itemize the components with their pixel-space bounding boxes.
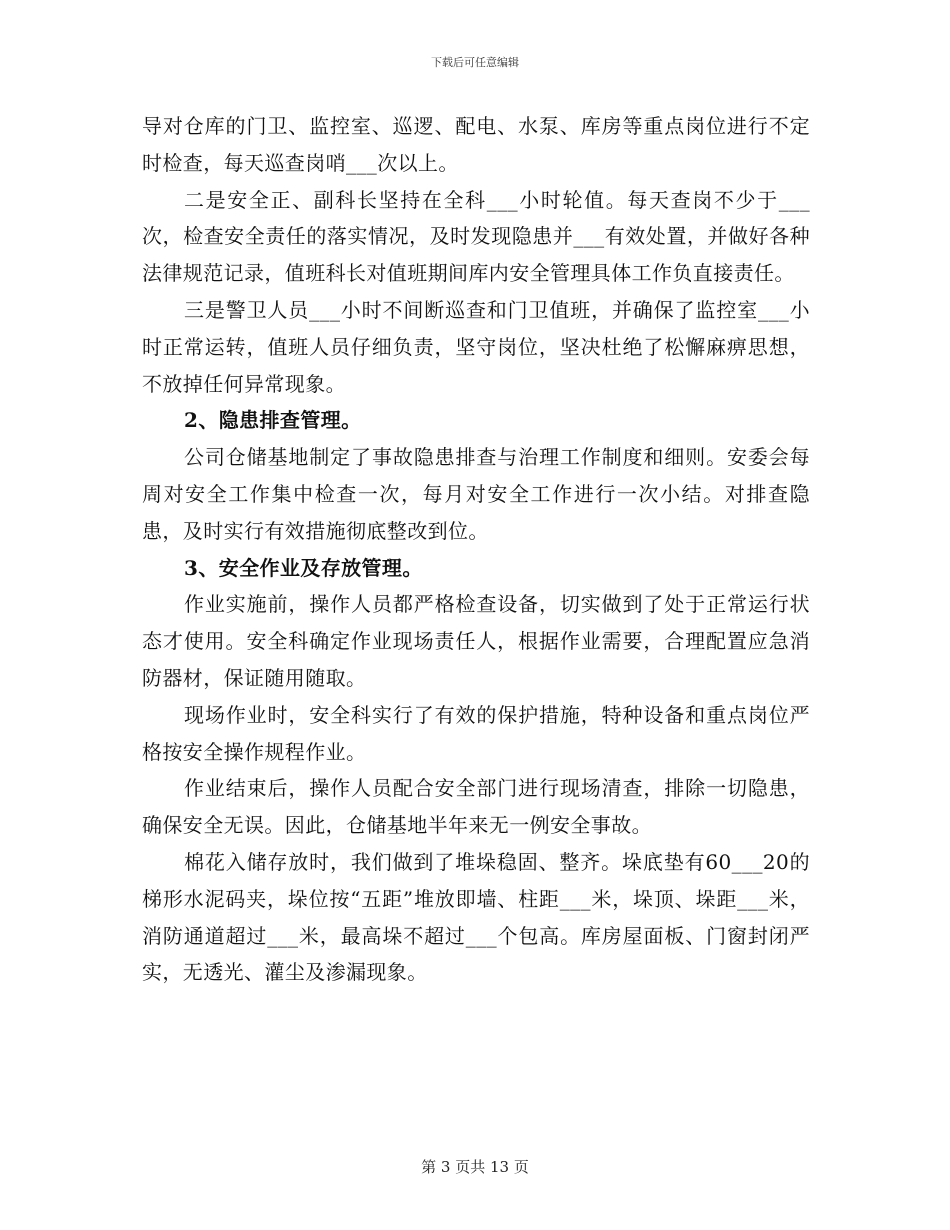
- paragraph-2: 二是安全正、副科长坚持在全科___小时轮值。每天查岗不少于___次，检查安全责任的落实情况，及时发现隐患并___有效处置，并做好各种法律规范记录，值班科长对值班期间库内安全管理具体工作负直接责任。: [142, 187, 810, 286]
- page-header: 下载后可任意编辑: [431, 56, 519, 69]
- section-heading-2: 2、隐患排查管理。: [184, 408, 362, 433]
- paragraph-1: 导对仓库的门卫、监控室、巡逻、配电、水泵、库房等重点岗位进行不定时检查，每天巡查岗哨___次以上。: [142, 114, 810, 175]
- paragraph-5: 作业实施前，操作人员都严格检查设备，切实做到了处于正常运行状态才使用。安全科确定作业现场责任人，根据作业需要，合理配置应急消防器材，保证随用随取。: [142, 592, 810, 690]
- paragraph-3: 三是警卫人员___小时不间断巡查和门卫值班，并确保了监控室___小时正常运转，值班人员仔细负责，坚守岗位，坚决杜绝了松懈麻痹思想，不放掉任何异常现象。: [142, 297, 810, 396]
- section-heading-3: 3、安全作业及存放管理。: [184, 555, 423, 580]
- paragraph-4: 公司仓储基地制定了事故隐患排查与治理工作制度和细则。安委会每周对安全工作集中检查一次，每月对安全工作进行一次小结。对排查隐患，及时实行有效措施彻底整改到位。: [142, 445, 810, 543]
- page-footer: 第 3 页共 13 页: [421, 1158, 529, 1176]
- document-body: [142, 108, 810, 991]
- paragraph-8: 棉花入储存放时，我们做到了堆垛稳固、整齐。垛底垫有60___20的梯形水泥码夹，垛位按“五距”堆放即墙、柱距___米，垛顶、垛距___米，消防通道超过___米，最高垛不超过___个包高。库房屋面板、门窗封闭严实，无透光、灌尘及渗漏现象。: [142, 849, 810, 985]
- paragraph-6: 现场作业时，安全科实行了有效的保护措施，特种设备和重点岗位严格按安全操作规程作业。: [142, 702, 810, 764]
- paragraph-7: 作业结束后，操作人员配合安全部门进行现场清查，排除一切隐患，确保安全无误。因此，仓储基地半年来无一例安全事故。: [142, 776, 810, 838]
